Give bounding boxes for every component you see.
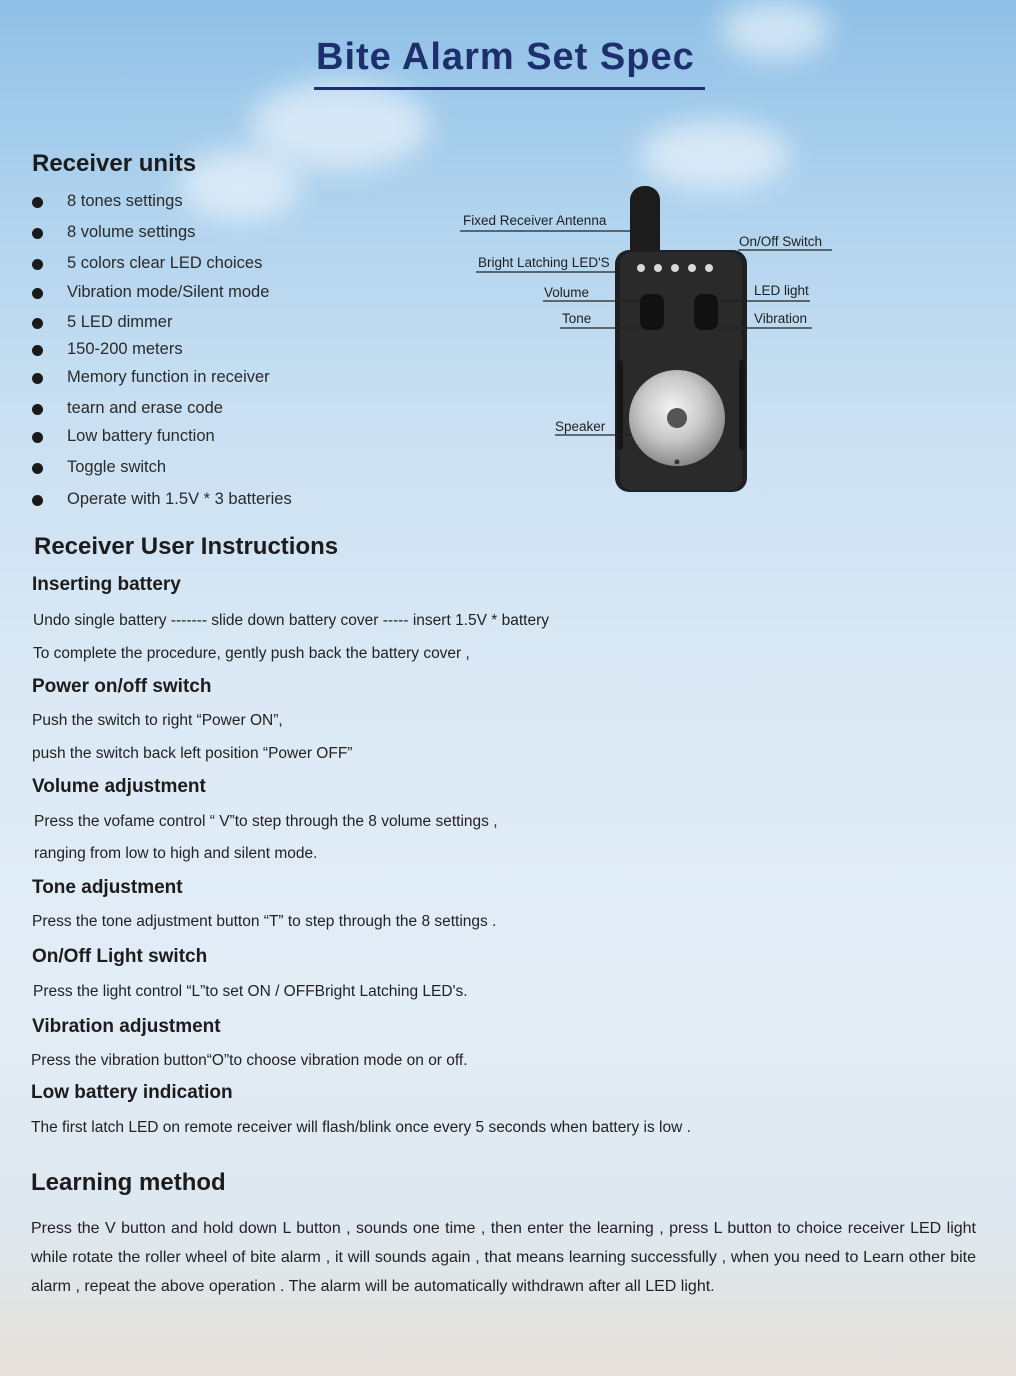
leds-label: Bright Latching LED'S xyxy=(478,255,610,270)
volume-button-icon xyxy=(640,294,664,330)
bullet-icon xyxy=(32,404,43,415)
section-line: Press the vofame control “ V”to step through the 8 volume settings , xyxy=(34,813,498,830)
bullet-icon xyxy=(32,259,43,270)
bullet-icon xyxy=(32,432,43,443)
antenna-label: Fixed Receiver Antenna xyxy=(463,213,607,228)
bullet-icon xyxy=(32,318,43,329)
led-light-label: LED light xyxy=(754,283,809,298)
section-line: The first latch LED on remote receiver will flash/blink once every 5 seconds when battery is low . xyxy=(31,1119,691,1136)
bullet-icon xyxy=(32,197,43,208)
bullet-icon xyxy=(32,228,43,239)
cloud xyxy=(720,0,830,60)
receiver-diagram xyxy=(440,180,860,500)
vibration-label: Vibration xyxy=(754,311,808,326)
receiver-units-heading: Receiver units xyxy=(32,150,197,177)
section-line: Undo single battery ------- slide down battery cover ----- insert 1.5V * battery xyxy=(33,612,549,629)
section-title: Low battery indication xyxy=(31,1082,233,1103)
tone-label: Tone xyxy=(562,311,592,326)
learning-paragraph: Press the V button and hold down L button , sounds one time , then enter the learning , press L button to choice receiver LED light while rotate the roller wheel of bite alarm , it will sounds again , that means learning successfully , when you need to Learn other bite alarm , repeat the above operation . The alarm will be automatically withdrawn after all LED light. xyxy=(31,1220,976,1295)
section-line: ranging from low to high and silent mode. xyxy=(34,845,318,862)
page-title: Bite Alarm Set Spec xyxy=(316,36,695,78)
speaker-label: Speaker xyxy=(555,419,606,434)
section-title: Power on/off switch xyxy=(32,676,212,697)
receiver-device-illustration xyxy=(440,180,860,500)
instructions-heading: Receiver User Instructions xyxy=(34,533,339,560)
bullet-icon xyxy=(32,463,43,474)
tone-button-icon xyxy=(694,294,718,330)
onoff-label: On/Off Switch xyxy=(739,234,823,249)
section-title: Inserting battery xyxy=(32,574,181,595)
section-line: Press the light control “L”to set ON / OFFBright Latching LED's. xyxy=(33,983,468,1000)
section-title: Volume adjustment xyxy=(32,776,206,797)
bullet-icon xyxy=(32,495,43,506)
section-title: On/Off Light switch xyxy=(32,946,208,967)
section-line: push the switch back left position “Power OFF” xyxy=(32,745,353,762)
cloud xyxy=(180,150,300,220)
title-underline xyxy=(314,87,705,90)
section-title: Vibration adjustment xyxy=(32,1016,221,1037)
section-line: Press the vibration button“O”to choose vibration mode on or off. xyxy=(31,1052,468,1069)
section-line: To complete the procedure, gently push back the battery cover , xyxy=(33,645,470,662)
bullet-icon xyxy=(32,373,43,384)
bullet-icon xyxy=(32,345,43,356)
bullet-icon xyxy=(32,288,43,299)
learning-heading: Learning method xyxy=(31,1169,226,1196)
section-line: Push the switch to right “Power ON”, xyxy=(32,712,283,729)
section-line: Press the tone adjustment button “T” to step through the 8 settings . xyxy=(32,913,497,930)
volume-label: Volume xyxy=(544,285,590,300)
section-title: Tone adjustment xyxy=(32,877,183,898)
